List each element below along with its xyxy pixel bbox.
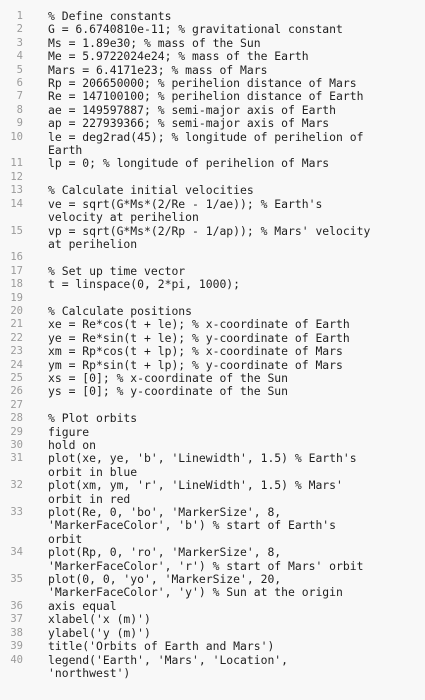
code-line[interactable] [0,546,425,573]
line-number-label: 39 [10,640,23,653]
code-segment: % Calculate positions [48,303,193,318]
code-line[interactable] [0,157,425,170]
code-line[interactable] [0,573,425,600]
line-number-label: 20 [10,304,23,317]
code-line[interactable] [0,412,425,425]
code-text [28,305,425,318]
code-line[interactable] [0,251,425,264]
line-number-label: 32 [10,479,23,492]
code-text [28,265,425,278]
line-number [0,50,28,63]
line-number-label: 25 [10,371,23,384]
code-segment: 'northwest') [48,665,131,680]
code-segment: title('Orbits of Earth and Mars') [48,639,275,654]
code-text [28,251,425,264]
code-text [28,332,425,345]
line-number [0,225,28,238]
code-text [28,426,425,439]
code-segment [48,251,425,264]
code-segment: % Define constants [48,9,172,23]
code-text [28,37,425,50]
code-segment: xe = Re*cos(t + le); % x-coordinate of Earth [48,317,350,332]
line-number-label: 28 [10,412,23,425]
code-text [28,184,425,197]
code-segment: axis equal [48,598,117,613]
line-number-label: 9 [16,117,23,130]
line-number-label: 29 [10,425,23,438]
code-text [28,77,425,90]
code-segment: Mars = 6.4171e23; % mass of Mars [48,62,268,77]
line-number [0,332,28,345]
line-number-label: 30 [10,439,23,451]
line-number [0,479,28,492]
line-number [0,104,28,117]
code-line[interactable] [0,23,425,36]
code-text [28,439,425,452]
code-segment: ye = Re*sin(t + le); % y-coordinate of Earth [48,330,350,345]
code-line[interactable] [0,359,425,372]
line-number-label: 16 [10,251,23,264]
code-segment: plot(xm, ym, 'r', 'LineWidth', 1.5) % Mars' [48,478,343,493]
line-number-label: 7 [16,90,23,103]
line-number [0,372,28,385]
code-segment: t = linspace(0, 2*pi, 1000); [48,277,241,292]
code-text [28,613,425,626]
line-number-label: 2 [16,23,23,36]
line-number [0,318,28,331]
line-number [0,506,28,519]
line-number [0,23,28,36]
line-number [0,385,28,398]
code-text [28,117,425,130]
line-number [0,573,28,586]
code-segment: legend('Earth', 'Mars', 'Location', [48,652,289,667]
code-line[interactable] [0,77,425,90]
code-segment: plot(Rp, 0, 'ro', 'MarkerSize', 8, [48,545,282,560]
code-segment: orbit in blue [48,464,138,479]
line-number-label: 36 [10,599,23,612]
code-segment: 'MarkerFaceColor', 'r') % start of Mars' orbit [48,558,364,573]
code-text [28,225,425,252]
code-line[interactable] [0,278,425,291]
line-number [0,278,28,291]
code-line[interactable] [0,345,425,358]
code-line[interactable] [0,64,425,77]
code-text [28,292,425,305]
line-number-label: 34 [10,546,23,559]
code-text [28,399,425,412]
code-segment [48,399,425,412]
code-text [28,412,425,425]
code-text [28,479,425,506]
code-segment: xm = Rp*cos(t + lp); % x-coordinate of Mars [48,344,343,359]
code-segment: orbit [48,531,83,546]
code-text [28,573,425,600]
code-text [28,198,425,225]
code-text [28,10,425,23]
code-line[interactable] [0,50,425,63]
line-number-label: 1 [16,10,23,22]
line-number [0,184,28,197]
code-segment: xlabel('x (m)') [48,612,151,627]
line-number-label: 19 [10,291,23,304]
code-segment [48,292,425,305]
code-line[interactable] [0,627,425,640]
code-line[interactable] [0,452,425,479]
line-number-label: 21 [10,318,23,331]
code-line[interactable] [0,385,425,398]
code-segment: ylabel('y (m)') [48,625,151,640]
code-segment: Me = 5.9722024e24; % mass of the Earth [48,49,309,64]
code-text [28,452,425,479]
code-segment: Re = 147100100; % perihelion distance of Earth [48,89,364,104]
line-number-label: 13 [10,184,23,197]
line-number [0,265,28,278]
code-line[interactable] [0,104,425,117]
line-number-label: 40 [10,653,23,666]
code-segment: plot(0, 0, 'yo', 'MarkerSize', 20, [48,572,282,587]
code-text [28,104,425,117]
line-number [0,117,28,130]
line-number-label: 27 [10,398,23,411]
code-line[interactable] [0,184,425,197]
code-line[interactable] [0,171,425,184]
code-segment: velocity at perihelion [48,210,199,225]
code-text [28,654,425,681]
code-segment: plot(xe, ye, 'b', 'Linewidth', 1.5) % Earth's [48,451,357,466]
line-number-label: 37 [10,613,23,626]
code-line[interactable] [0,305,425,318]
code-segment: figure [48,424,90,439]
line-number [0,171,28,184]
line-number [0,292,28,305]
code-line[interactable] [0,198,425,225]
line-number [0,345,28,358]
code-text [28,278,425,291]
code-segment: 'MarkerFaceColor', 'b') % start of Earth's [48,518,337,533]
line-number-label: 8 [16,103,23,116]
line-number [0,627,28,640]
line-number-label: 14 [10,197,23,210]
line-number [0,37,28,50]
line-number-label: 35 [10,573,23,586]
line-number [0,10,28,23]
code-segment: % Calculate initial velocities [48,183,254,198]
code-segment: xs = [0]; % x-coordinate of the Sun [48,370,289,385]
line-number-label: 33 [10,506,23,519]
code-text [28,600,425,613]
code-text [28,627,425,640]
line-number [0,546,28,559]
code-text [28,359,425,372]
line-number-label: 17 [10,264,23,277]
code-segment: le = deg2rad(45); % longitude of perihelion of [48,129,364,144]
line-number [0,439,28,452]
code-text [28,372,425,385]
code-text [28,546,425,573]
code-line[interactable] [0,117,425,130]
line-number-label: 12 [10,170,23,183]
line-number [0,412,28,425]
code-line[interactable] [0,131,425,158]
line-number [0,452,28,465]
code-segment: Ms = 1.89e30; % mass of the Sun [48,35,261,50]
line-number [0,64,28,77]
code-line[interactable] [0,90,425,103]
code-segment: Rp = 206650000; % perihelion distance of Mars [48,76,357,91]
code-text [28,385,425,398]
code-segment: at perihelion [48,236,138,251]
code-line[interactable] [0,225,425,252]
code-line[interactable] [0,640,425,653]
code-line[interactable] [0,332,425,345]
line-number-label: 23 [10,345,23,358]
code-line[interactable] [0,479,425,506]
code-segment: plot(Re, 0, 'bo', 'MarkerSize', 8, [48,505,282,520]
code-text [28,23,425,36]
code-segment: Earth [48,143,83,158]
code-line[interactable] [0,372,425,385]
code-segment: hold on [48,438,97,452]
line-number [0,131,28,144]
line-number [0,600,28,613]
line-number-label: 15 [10,224,23,237]
code-text [28,64,425,77]
line-number-label: 18 [10,278,23,291]
code-line[interactable] [0,10,425,23]
line-number-label: 22 [10,331,23,344]
code-line[interactable] [0,654,425,681]
code-text [28,131,425,158]
code-segment: orbit in red [48,491,131,506]
code-line[interactable] [0,292,425,305]
line-number [0,613,28,626]
code-text [28,90,425,103]
code-line[interactable] [0,506,425,546]
code-text [28,345,425,358]
code-line[interactable] [0,426,425,439]
code-segment [48,171,425,184]
code-segment: G = 6.6740810e-11; % gravitational constant [48,22,343,37]
line-number-label: 10 [10,130,23,143]
line-number [0,426,28,439]
code-segment: ym = Rp*sin(t + lp); % y-coordinate of Mars [48,357,343,372]
code-line[interactable] [0,613,425,626]
code-segment: vp = sqrt(G*Ms*(2/Rp - 1/ap)); % Mars' velocity [48,223,371,238]
code-line[interactable] [0,399,425,412]
line-number [0,305,28,318]
code-segment: lp = 0; % longitude of perihelion of Mars [48,156,330,171]
line-number-label: 5 [16,63,23,76]
code-segment: % Plot orbits [48,411,138,426]
line-number-label: 11 [10,157,23,170]
line-number-label: 4 [16,50,23,63]
line-number [0,198,28,211]
code-segment: ve = sqrt(G*Ms*(2/Re - 1/ae)); % Earth's [48,196,323,211]
code-line[interactable] [0,318,425,331]
code-segment: ys = [0]; % y-coordinate of the Sun [48,384,289,399]
line-number [0,359,28,372]
code-text [28,50,425,63]
code-text [28,157,425,170]
code-text [28,640,425,653]
line-number [0,157,28,170]
code-line[interactable] [0,600,425,613]
code-text [28,318,425,331]
line-number [0,399,28,412]
code-segment: ae = 149597887; % semi-major axis of Earth [48,102,337,117]
code-segment: ap = 227939366; % semi-major axis of Mars [48,116,330,131]
line-number [0,654,28,667]
line-number [0,640,28,653]
code-line[interactable] [0,265,425,278]
line-number-label: 38 [10,626,23,639]
line-number [0,251,28,264]
line-number-label: 31 [10,452,23,465]
code-line[interactable] [0,37,425,50]
line-number-label: 26 [10,385,23,398]
line-number-label: 3 [16,36,23,49]
code-segment: % Set up time vector [48,263,186,278]
code-text [28,506,425,546]
code-segment: 'MarkerFaceColor', 'y') % Sun at the origin [48,585,343,600]
code-line[interactable] [0,439,425,452]
code-text [28,171,425,184]
line-number [0,90,28,103]
line-number [0,77,28,90]
line-number-label: 24 [10,358,23,371]
line-number-label: 6 [16,77,23,90]
